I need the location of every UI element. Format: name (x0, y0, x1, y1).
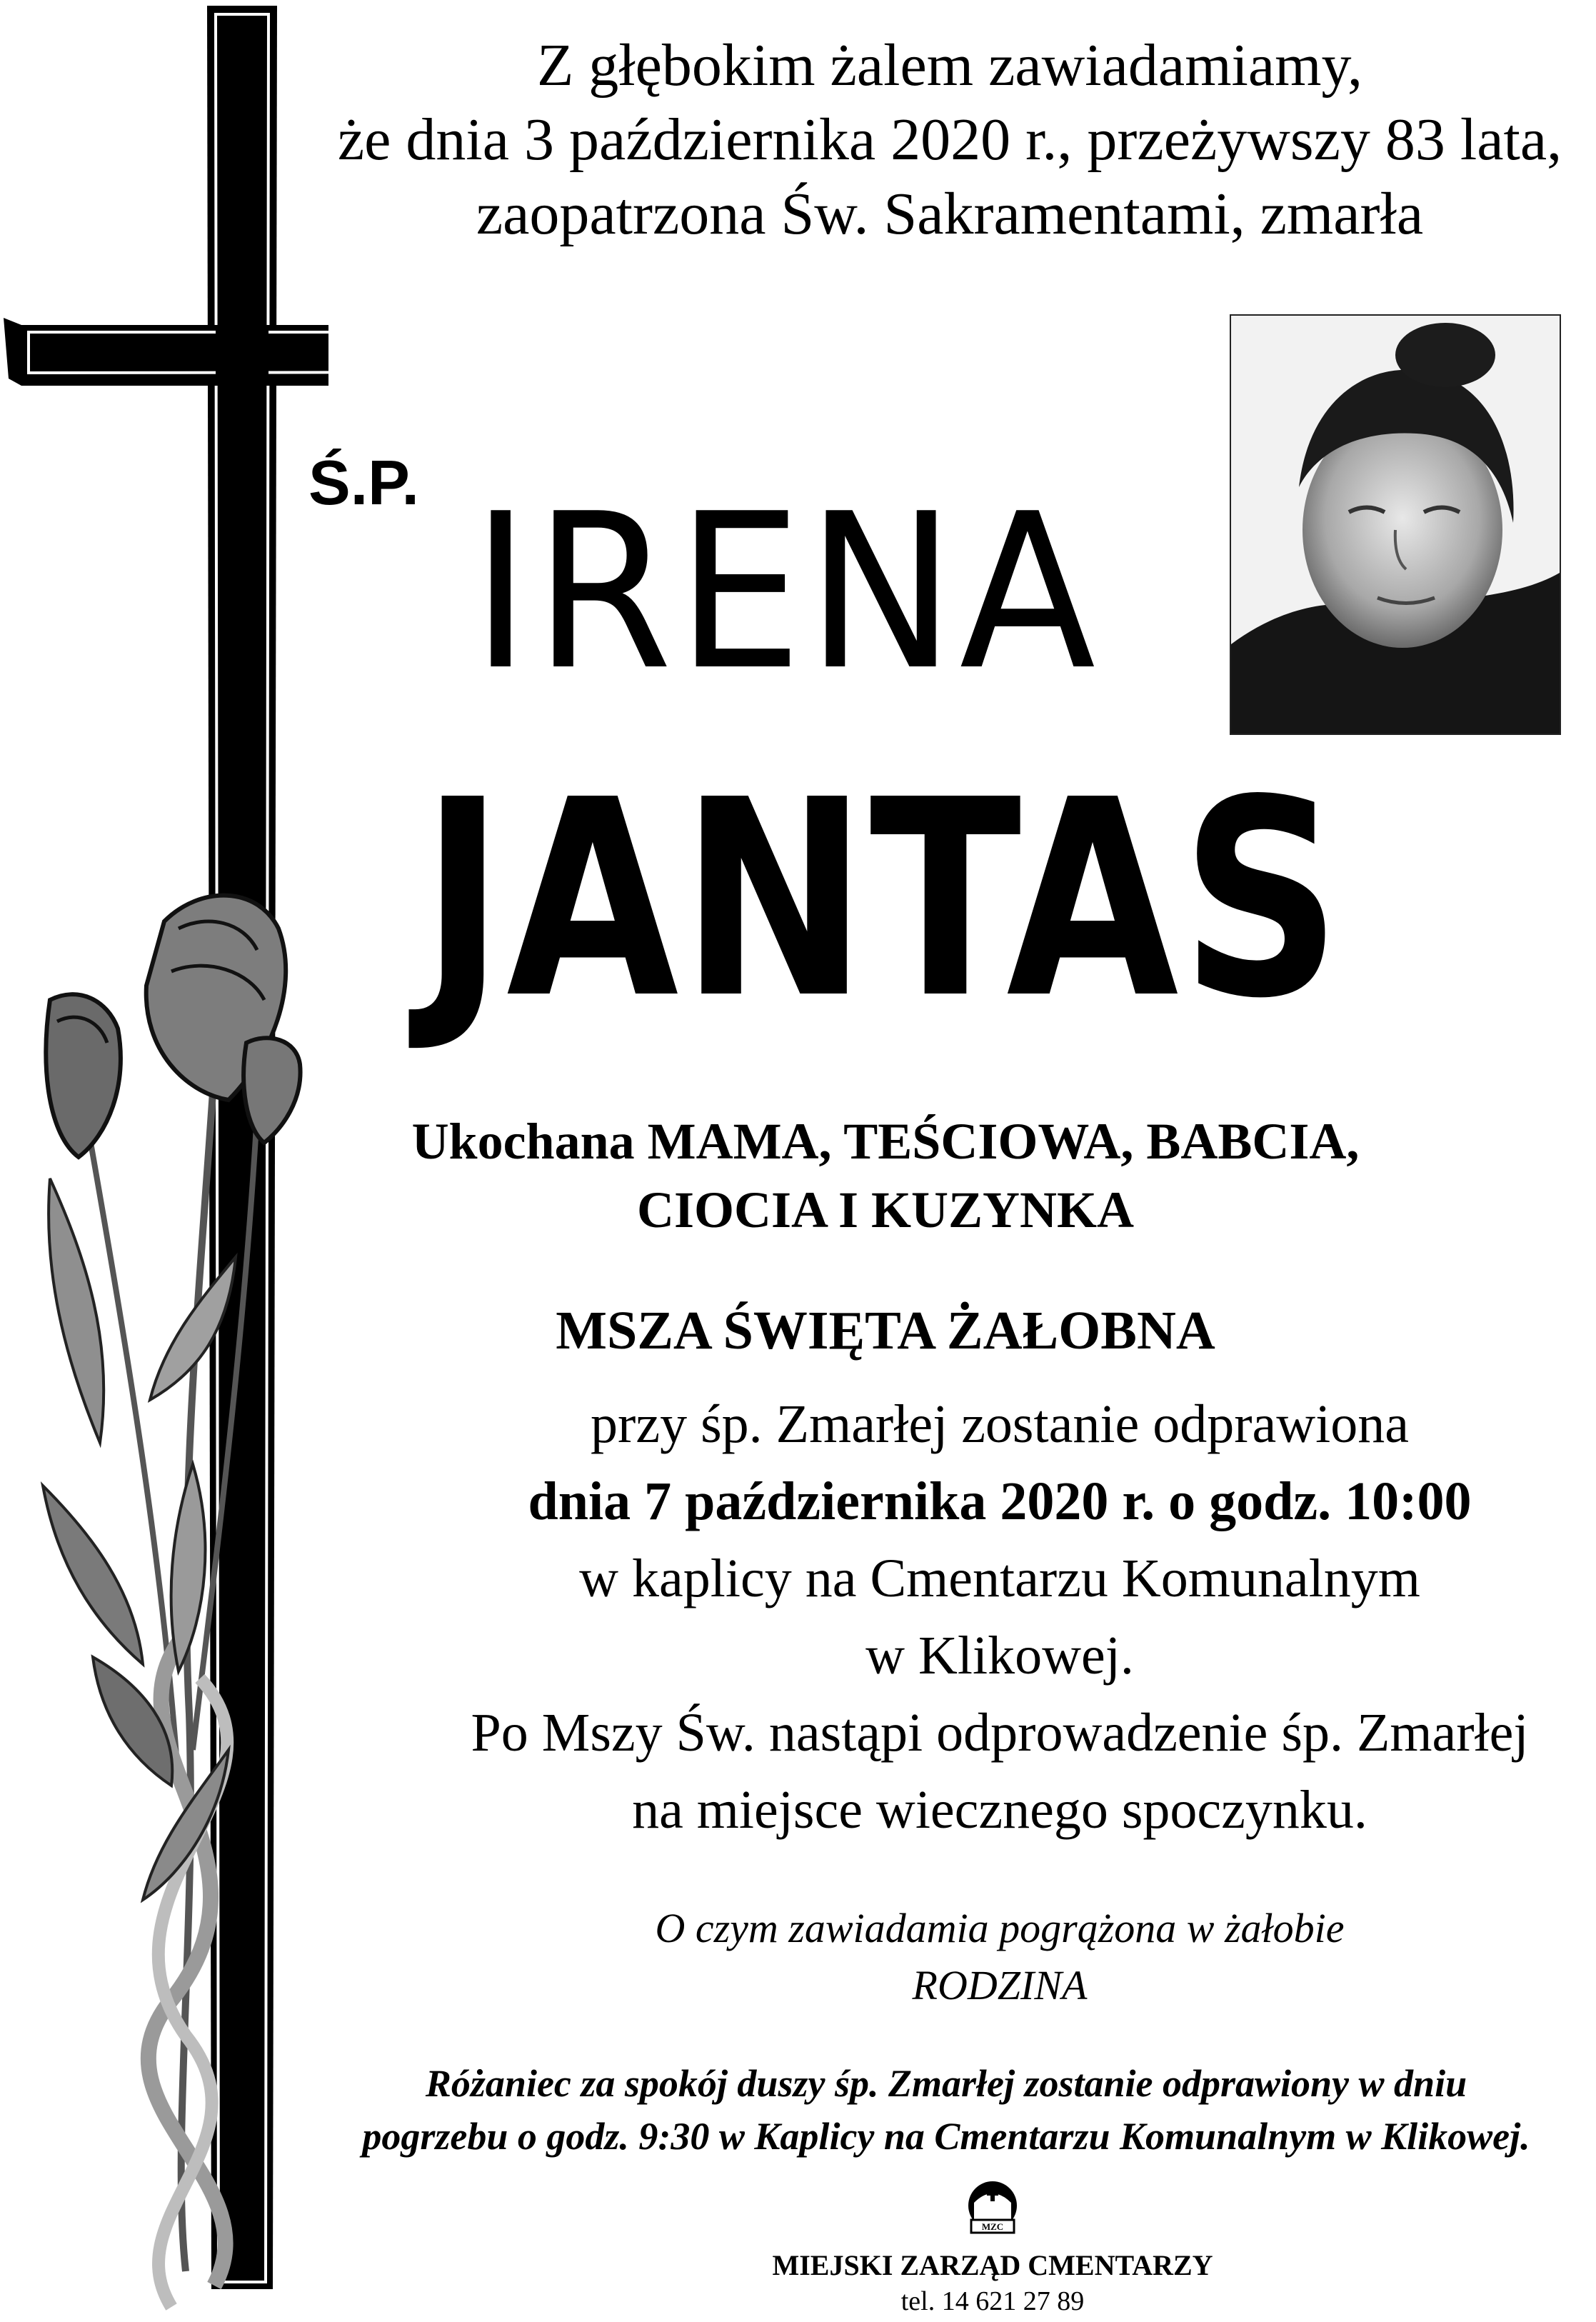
intro-text (336, 29, 1564, 251)
family-signature (514, 1900, 1485, 2014)
mass-line: w kaplicy na Cmentarzu Komunalnym (579, 1548, 1420, 1608)
logo-text: MZC (981, 2221, 1004, 2232)
mass-heading: MSZA ŚWIĘTA ŻAŁOBNA (556, 1301, 1215, 1361)
rosary-note (307, 2057, 1585, 2163)
mass-date-line: dnia 7 października 2020 r. o godz. 10:00 (528, 1471, 1472, 1531)
family-line: O czym zawiadamia pogrążona w żałobie (655, 1905, 1345, 1951)
rosary-line: Różaniec za spokój duszy śp. Zmarłej zostanie odprawiony w dniu (425, 2062, 1467, 2105)
phone-number: tel. 14 621 27 89 (900, 2286, 1085, 2316)
prefix-label: Ś.P. (308, 447, 419, 518)
relationship-line: Ukochana MAMA, TEŚCIOWA, BABCIA, (411, 1113, 1360, 1170)
mass-line: Po Mszy Św. nastąpi odprowadzenie śp. Zmarłej (471, 1703, 1529, 1763)
mass-line: przy śp. Zmarłej zostanie odprawiona (591, 1394, 1409, 1454)
cross-icon (4, 6, 328, 2289)
cross-with-roses-illustration (0, 0, 328, 2322)
mzc-logo-icon (964, 2178, 1021, 2243)
rosary-line: pogrzebu o godz. 9:30 w Kaplicy na Cmentarzu Komunalnym w Klikowej. (362, 2115, 1530, 2158)
intro-line: zaopatrzona Św. Sakramentami, zmarła (476, 181, 1424, 247)
relationship-line: CIOCIA I KUZYNKA (636, 1181, 1135, 1238)
first-name: IRENA (471, 468, 1100, 717)
relationship-text (371, 1107, 1400, 1244)
organization-name: MIEJSKI ZARZĄD CMENTARZY (772, 2249, 1213, 2281)
intro-line: Z głębokim żalem zawiadamiamy, (536, 32, 1363, 99)
portrait-photo (1230, 314, 1561, 735)
last-name: JANTAS (421, 741, 1344, 1058)
intro-line: że dnia 3 października 2020 r., przeżywszy 83 lata, (337, 106, 1562, 173)
mass-details (400, 1386, 1596, 1848)
family-line: RODZINA (912, 1962, 1088, 2008)
mass-line: na miejsce wiecznego spoczynku. (632, 1780, 1367, 1840)
mass-line: w Klikowej. (865, 1626, 1134, 1686)
